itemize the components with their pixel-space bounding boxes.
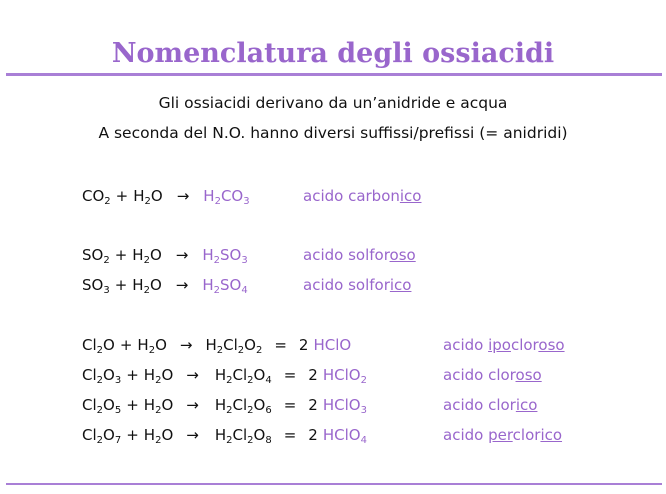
acid-name: acido perclorico <box>443 426 563 444</box>
coefficient: 2 <box>308 366 318 384</box>
plus-sign: + <box>126 426 139 444</box>
oxide-formula: $Cl_2O_5$ <box>82 396 122 416</box>
arrow-sign: → <box>186 396 199 414</box>
acid-name: acido ipocloroso <box>443 336 565 354</box>
water-formula: $H_2O$ <box>143 426 174 446</box>
reaction-equation <box>82 426 367 444</box>
coefficient: 2 <box>308 396 318 414</box>
acid-formula: $H_2CO_3$ <box>203 187 250 207</box>
arrow-sign: → <box>176 187 190 205</box>
plus-sign: + <box>126 366 139 384</box>
oxide-formula: $Cl_2O_7$ <box>82 426 122 446</box>
intermediate-formula: $H_2Cl_2O_2$ <box>205 336 263 356</box>
plus-sign: + <box>126 396 139 414</box>
water-formula: $H_2O$ <box>132 276 162 296</box>
water-formula: $H_2O$ <box>143 366 174 386</box>
acid-formula: $H_2SO_4$ <box>202 276 248 296</box>
acid-name: acido clorico <box>443 396 538 414</box>
oxide-formula: $SO_2$ <box>82 246 110 266</box>
water-formula: $H_2O$ <box>143 396 174 416</box>
plus-sign: + <box>115 187 129 205</box>
arrow-sign: → <box>186 426 199 444</box>
equals-sign: = <box>283 366 297 384</box>
coefficient: 2 <box>298 336 309 354</box>
intermediate-formula: $H_2Cl_2O_4$ <box>214 366 272 386</box>
acid-name: acido solforoso <box>303 246 416 264</box>
intro-line-1: Gli ossiacidi derivano da un’anidride e acqua <box>158 94 508 112</box>
intermediate-formula: $H_2Cl_2O_8$ <box>214 426 272 446</box>
oxide-formula: $SO_3$ <box>82 276 110 296</box>
equals-sign: = <box>283 426 297 444</box>
water-formula: $H_2O$ <box>137 336 167 356</box>
arrow-sign: → <box>186 366 199 384</box>
plus-sign: + <box>119 336 133 354</box>
acid-name: acido solforico <box>303 276 412 294</box>
equals-sign: = <box>274 336 287 354</box>
acid-formula: HClO$_2$ <box>322 366 367 386</box>
equals-sign: = <box>283 396 297 414</box>
arrow-sign: → <box>175 246 189 264</box>
acid-formula: HClO$_4$ <box>322 426 367 446</box>
slide-title: Nomenclatura degli ossiacidi <box>111 38 555 69</box>
reaction-equation <box>82 396 367 414</box>
reaction-equation <box>82 276 248 294</box>
plus-sign: + <box>114 246 128 264</box>
coefficient: 2 <box>308 426 318 444</box>
acid-formula: HClO <box>313 336 352 354</box>
reaction-equation <box>82 336 351 354</box>
intermediate-formula: $H_2Cl_2O_6$ <box>214 396 272 416</box>
oxide-formula: $CO_2$ <box>82 187 111 207</box>
water-formula: $H_2O$ <box>133 187 163 207</box>
intro-line-2: A seconda del N.O. hanno diversi suffissi/prefissi (= anidridi) <box>98 124 568 142</box>
acid-name: acido carbonico <box>303 187 422 205</box>
title-divider <box>6 73 662 76</box>
oxide-formula: $Cl_2O_3$ <box>82 366 122 386</box>
acid-name: acido cloroso <box>443 366 542 384</box>
arrow-sign: → <box>179 336 193 354</box>
footer-divider <box>6 483 662 485</box>
reaction-equation <box>82 246 248 264</box>
reaction-equation <box>82 187 250 205</box>
reaction-equation <box>82 366 367 384</box>
water-formula: $H_2O$ <box>132 246 162 266</box>
oxide-formula: $Cl_2O$ <box>82 336 115 356</box>
arrow-sign: → <box>175 276 189 294</box>
plus-sign: + <box>114 276 128 294</box>
acid-formula: $H_2SO_3$ <box>202 246 248 266</box>
acid-formula: HClO$_3$ <box>322 396 367 416</box>
